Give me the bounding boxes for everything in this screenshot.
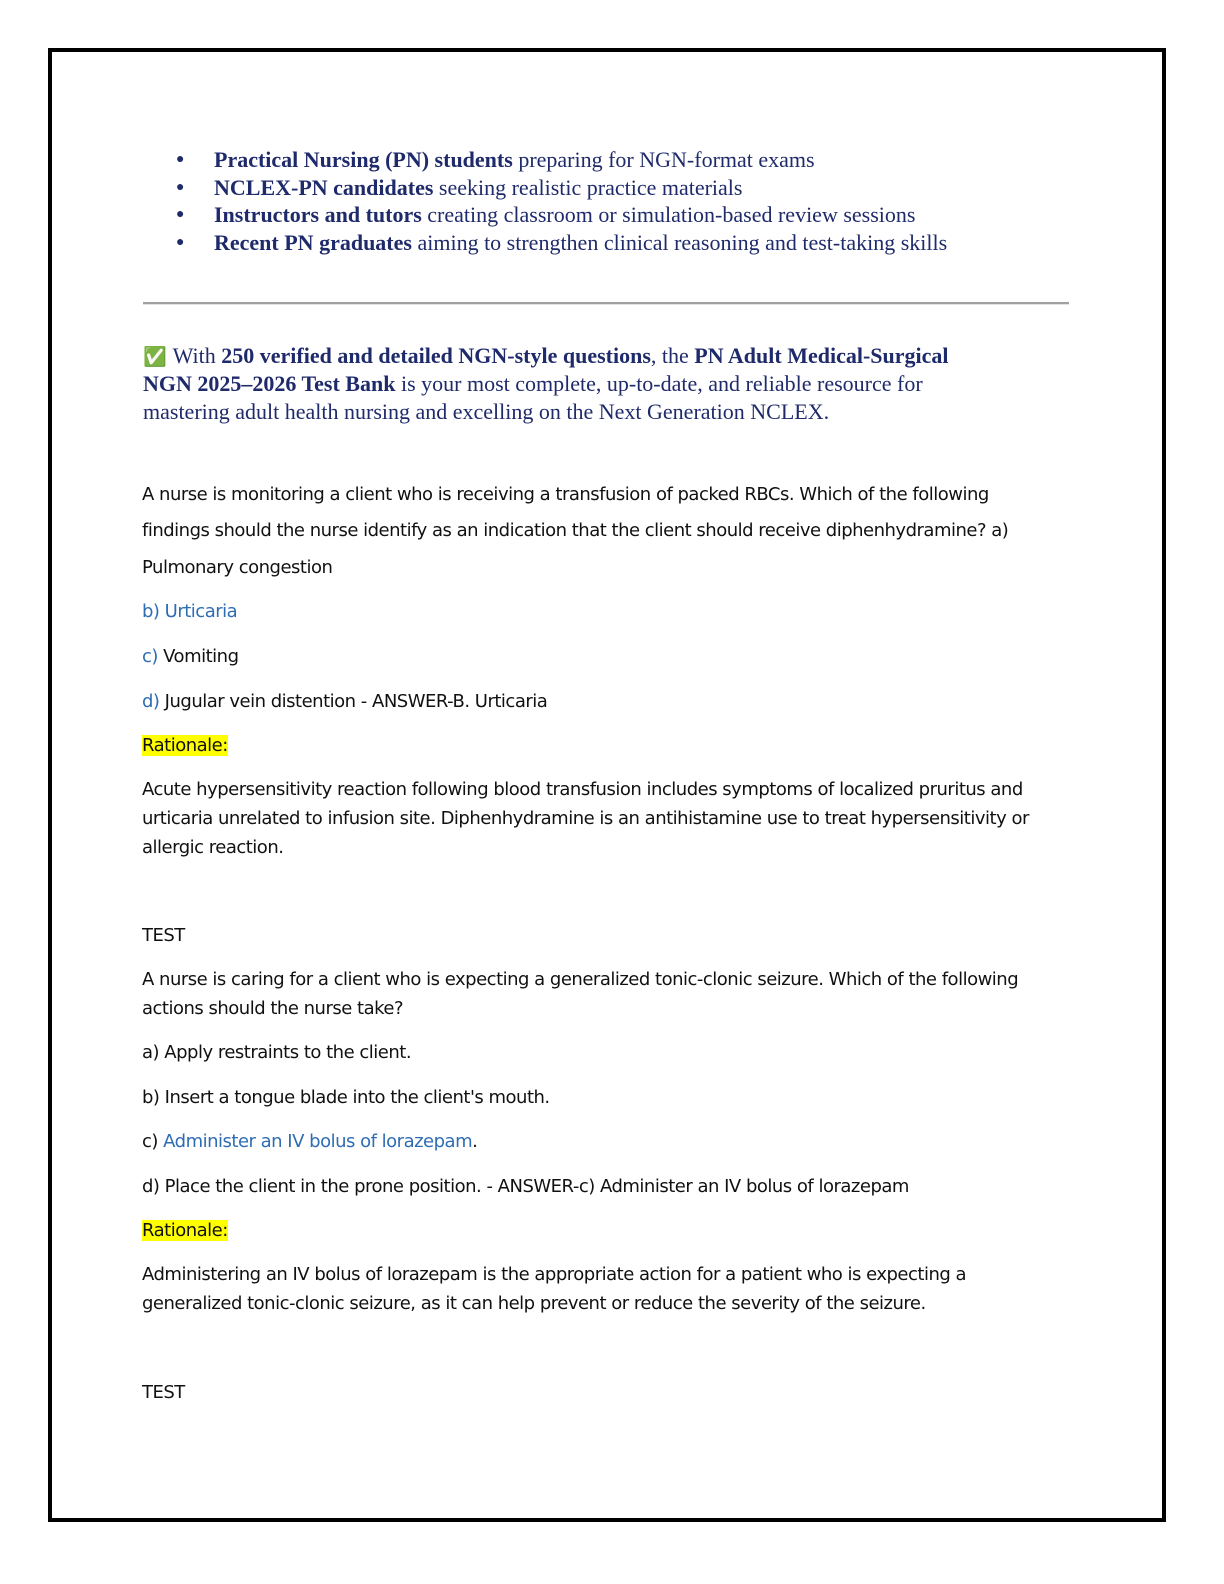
q1-rationale-label: Rationale: [142,735,228,756]
audience-rest: seeking realistic practice materials [433,174,743,200]
bullet-icon: ● [176,179,185,195]
q1-option-d: d) Jugular vein distention - ANSWER-B. Urticaria [142,691,548,712]
list-item [176,146,1096,174]
q2-stem-line: A nurse is caring for a client who is expecting a generalized tonic-clonic seizure. Which of the following [142,969,1019,990]
list-item [176,174,1096,202]
audience-rest: aiming to strengthen clinical reasoning and test-taking skills [411,229,948,255]
q2-option-b: b) Insert a tongue blade into the client's mouth. [142,1087,550,1108]
check-icon: ✅ [143,346,167,368]
audience-bold: Recent PN graduates [214,229,412,255]
q1-rationale-line: allergic reaction. [142,837,284,858]
q2-option-a: a) Apply restraints to the client. [142,1042,412,1063]
q2-rationale-line: generalized tonic-clonic seizure, as it can help prevent or reduce the severity of the seizure. [142,1293,926,1314]
test-label: TEST [142,925,185,946]
q2-rationale-line: Administering an IV bolus of lorazepam is the appropriate action for a patient who is expecting a [142,1264,967,1285]
list-item [176,201,1096,229]
q1-stem-line: Pulmonary congestion [142,557,333,578]
q1-rationale-line: urticaria unrelated to infusion site. Diphenhydramine is an antihistamine use to treat hypersensitivity or [142,808,1029,829]
audience-bold: Instructors and tutors [214,202,422,227]
summary-paragraph: ✅ With 250 verified and detailed NGN-style questions, the PN Adult Medical-Surgical NGN 2025–2026 Test Bank is your most complete, up-to-date, and reliable resource for mastering adult health nursing and excelling on the Next Generation NCLEX. [143,343,949,424]
bullet-icon: ● [176,234,185,250]
q1-option-c: c) Vomiting [142,646,239,667]
q1-stem-line: findings should the nurse identify as an indication that the client should receive diphenhydramine? a) [142,520,1009,541]
list-item [176,229,1096,257]
q2-rationale-label: Rationale: [142,1220,228,1241]
q1-rationale-line: Acute hypersensitivity reaction following blood transfusion includes symptoms of localized pruritus and [142,779,1023,800]
audience-bold: NCLEX-PN candidates [214,174,434,200]
audience-rest: creating classroom or simulation-based review sessions [421,202,916,227]
q1-stem-line: A nurse is monitoring a client who is receiving a transfusion of packed RBCs. Which of the following [142,484,989,505]
audience-rest: preparing for NGN-format exams [512,147,815,172]
q2-stem-line: actions should the nurse take? [142,998,404,1019]
audience-bold: Practical Nursing (PN) students [214,147,513,172]
audience-list [176,146,1096,256]
q2-option-d: d) Place the client in the prone position. - ANSWER-c) Administer an IV bolus of lorazepam [142,1176,909,1197]
bullet-icon: ● [176,207,185,222]
q1-option-b: b) Urticaria [142,601,238,622]
horizontal-divider [143,302,1069,305]
test-label: TEST [142,1382,185,1403]
q2-option-c: c) Administer an IV bolus of lorazepam. [142,1131,478,1152]
bullet-icon: ● [176,152,185,167]
